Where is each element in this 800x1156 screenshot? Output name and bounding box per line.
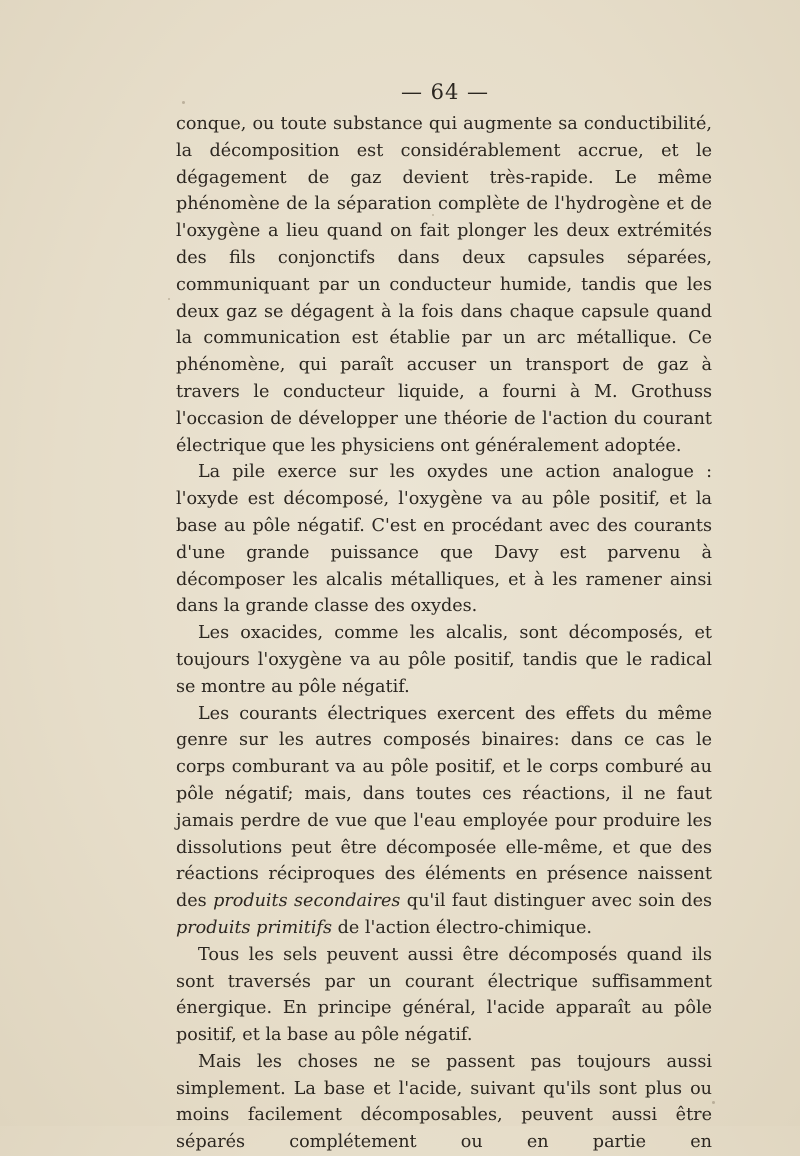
paragraph-1: conque, ou toute substance qui augmente sa conductibilité, la décomposition est considérablement accrue, et le dégagement de gaz devient très-rapide. Le même phénomène de la séparation complète de l'hydrogène et de l'oxygène a lieu quand on fait plonger les deux extrémités des fils conjonctifs dans deux capsules séparées, communiquant par un conducteur humide, tandis que les deux gaz se dégagent à la fois dans chaque capsule quand la communication est établie par un arc métallique. Ce phénomène, qui paraît accuser un transport de gaz à travers le conducteur liquide, a fourni à M. Grothuss l'occasion de développer une théorie de l'action du courant électrique que les physiciens ont généralement adoptée.	[176, 114, 712, 456]
paragraph-5: Tous les sels peuvent aussi être décomposés quand ils sont traversés par un courant électrique suffisamment énergique. En principe général, l'acide apparaît au pôle positif, et la base au pôle négatif.	[176, 944, 712, 1046]
paragraph-6: Mais les choses ne se passent pas toujours aussi simplement. La base et l'acide, suivant qu'ils sont plus ou moins facilement décomposables, peuvent aussi être séparés complétement ou en partie en	[176, 1051, 712, 1153]
paper-speck	[636, 1058, 638, 1060]
body-text	[176, 111, 712, 1156]
paragraph-4-italic-produits-primitifs: produits primitifs	[176, 917, 333, 938]
paragraph-4-italic-produits-secondaires: produits secondaires	[213, 891, 401, 912]
paragraph-3: Les oxacides, comme les alcalis, sont décomposés, et toujours l'oxygène va au pôle positif, tandis que le radical se montre au pôle négatif.	[176, 623, 712, 697]
paper-speck	[432, 214, 434, 216]
paper-speck	[182, 101, 185, 104]
paper-speck	[168, 298, 170, 300]
paper-speck	[712, 1101, 715, 1104]
paragraph-4-text-b: qu'il faut distinguer avec soin des	[400, 891, 713, 912]
paper-speck	[250, 1006, 252, 1008]
paragraph-4	[176, 701, 712, 942]
paragraph-4-text-c: de l'action électro-chimique.	[332, 917, 592, 938]
paragraph-4-text-a: Les courants électriques exercent des effets du même genre sur les autres composés binaires: dans ce cas le corps comburant va au pôle positif, et le corps comburé au pôle négatif; mais, dans toutes ces réactions, il ne faut jamais perdre de vue que l'eau employée pour produire les dissolutions peut être décomposée elle-même, et que des réactions réciproques des éléments en présence naissent des	[176, 703, 712, 912]
paragraph-2: La pile exerce sur les oxydes une action analogue : l'oxyde est décomposé, l'oxygène va au pôle positif, et la base au pôle négatif. C'est en procédant avec des courants d'une grande puissance que Davy est parvenu à décomposer les alcalis métalliques, et à les ramener ainsi dans la grande classe des oxydes.	[176, 462, 712, 617]
page-number: — 64 —	[400, 80, 490, 104]
